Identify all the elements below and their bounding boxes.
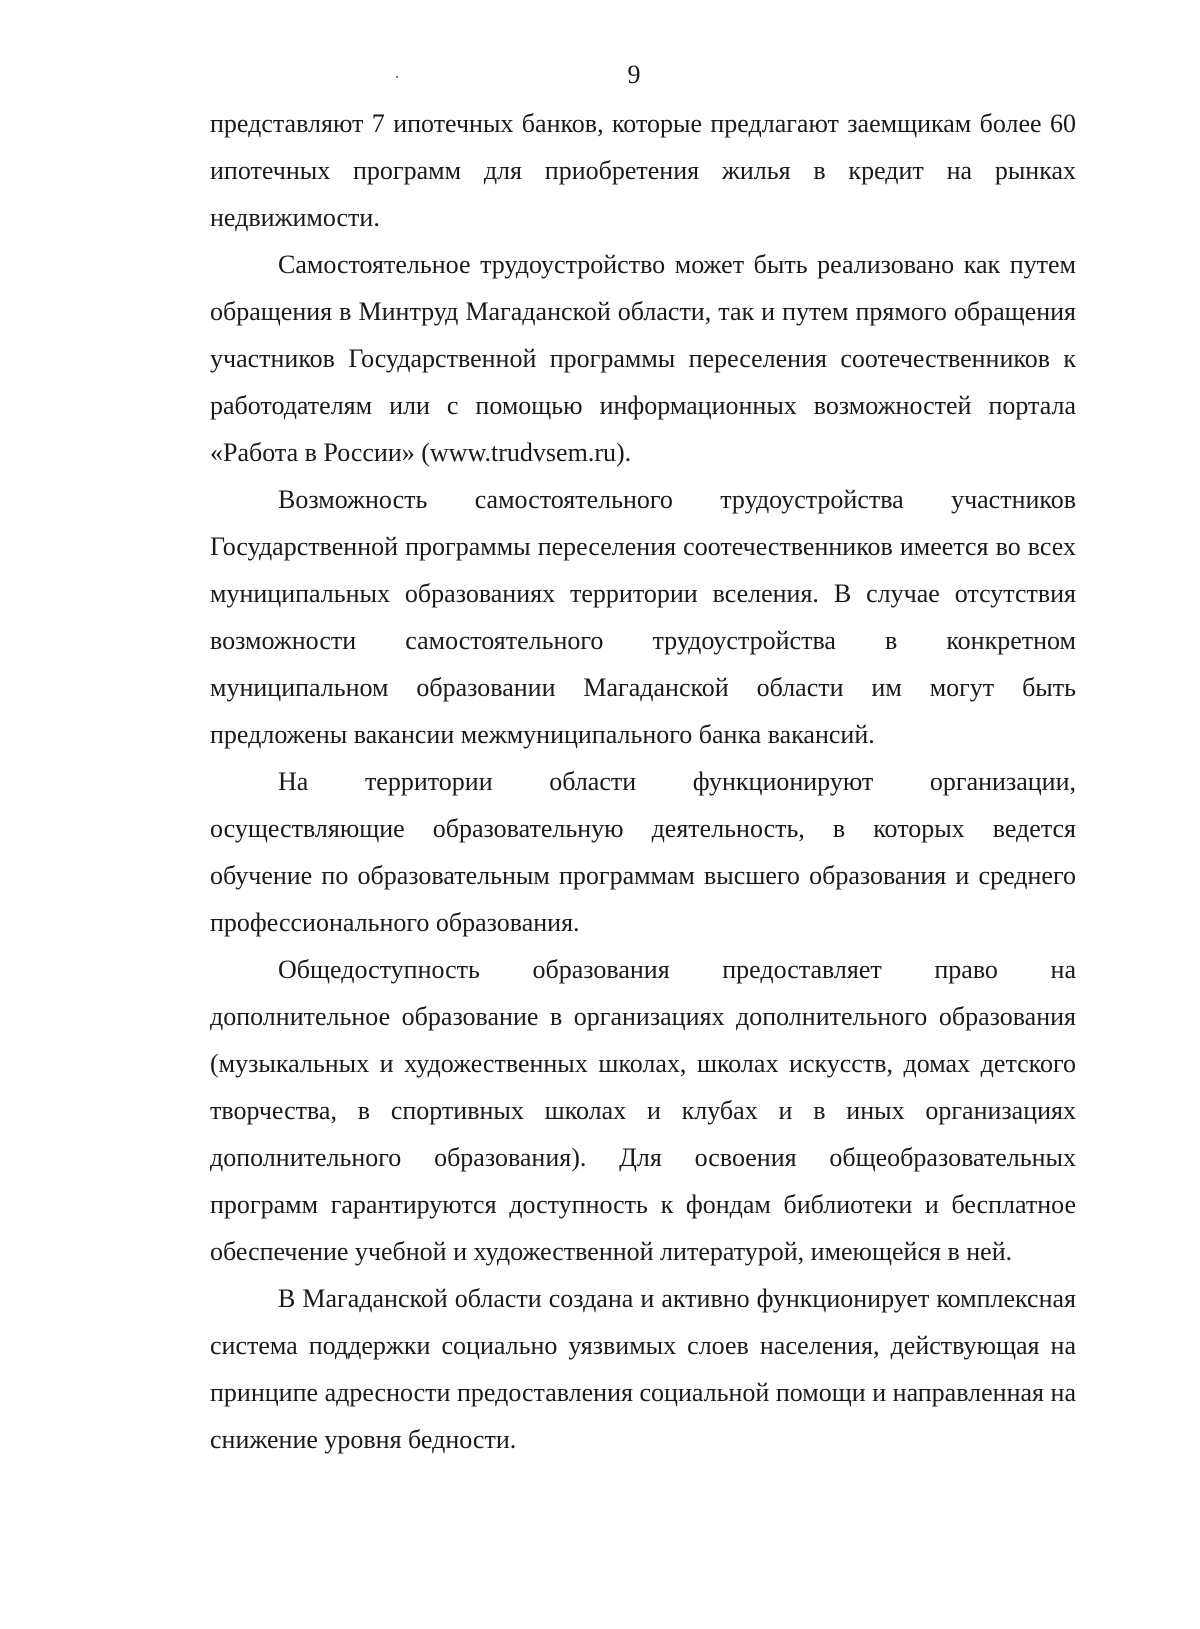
paragraph-continuation: представляют 7 ипотечных банков, которые предлагают заемщикам более 60 ипотечных программ для приобретения жилья в кредит на рынках недвижимости. [210, 109, 1076, 232]
document-body [210, 100, 1076, 1463]
scan-speck [396, 76, 398, 78]
paragraph-employment-possibility: Возможность самостоятельного трудоустройства участников Государственной программы переселения соотечественников имеется во всех муниципальных образованиях территории вселения. В случае отсутствия возможности самостоятельного трудоустройства в конкретном муниципальном образовании Магаданской области им могут быть предложены вакансии межмуниципального банка вакансий. [210, 485, 1076, 749]
paragraph-self-employment: Самостоятельное трудоустройство может быть реализовано как путем обращения в Минтруд Магаданской области, так и путем прямого обращения участников Государственной программы переселения соотечественников к работодателям или с помощью информационных возможностей портала «Работа в России» (www.trudvsem.ru). [210, 250, 1076, 467]
paragraph-education-organizations: На территории области функционируют организации, осуществляющие образовательную деятельность, в которых ведется обучение по образовательным программам высшего образования и среднего профессионального образования. [210, 767, 1076, 937]
paragraph-additional-education: Общедоступность образования предоставляет право на дополнительное образование в организациях дополнительного образования (музыкальных и художественных школах, школах искусств, домах детского творчества, в спортивных школах и клубах и в иных организациях дополнительного образования). Для освоения общеобразовательных программ гарантируются доступность к фондам библиотеки и бесплатное обеспечение учебной и художественной литературой, имеющейся в ней. [210, 955, 1076, 1266]
page-number: 9 [627, 60, 641, 89]
paragraph-social-support: В Магаданской области создана и активно функционирует комплексная система поддержки социально уязвимых слоев населения, действующая на принципе адресности предоставления социальной помощи и направленная на снижение уровня бедности. [210, 1284, 1076, 1454]
